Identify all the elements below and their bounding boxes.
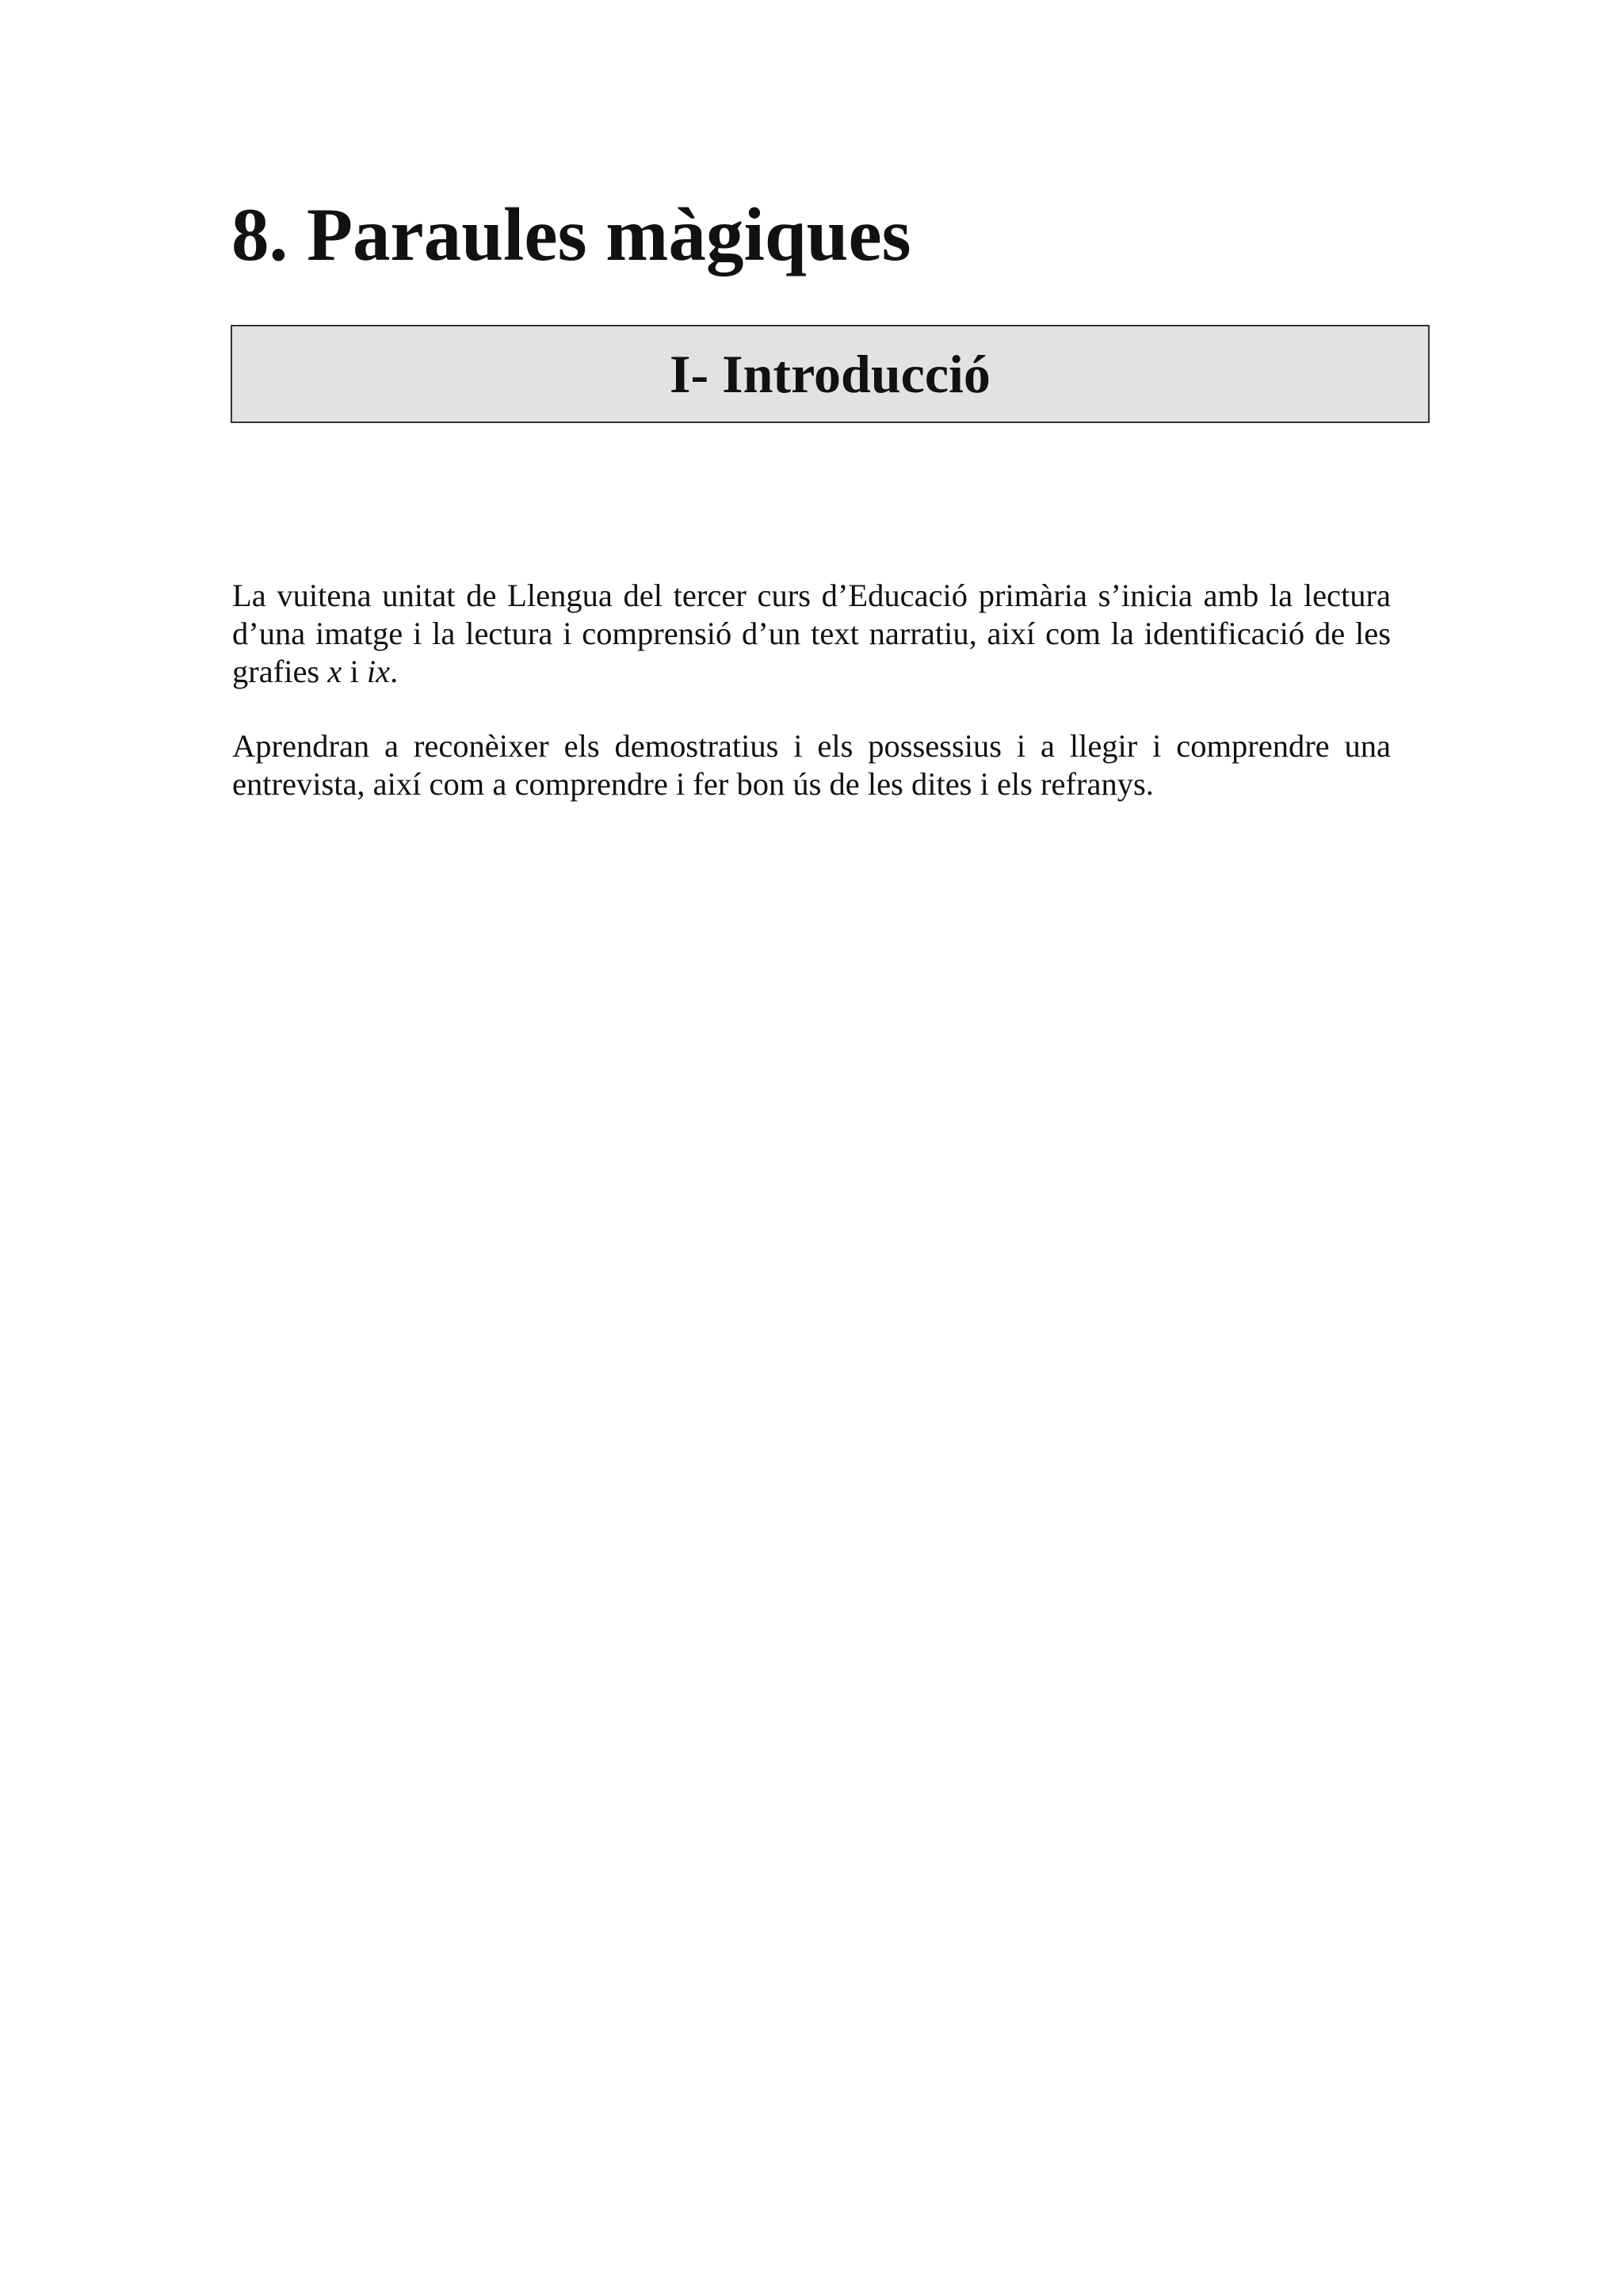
chapter-title: 8. Paraules màgiques: [231, 193, 911, 277]
italic-grapheme-ix: ix: [366, 654, 391, 689]
intro-paragraph-2: Aprendran a reconèixer els demostratius i els possessius i a llegir i comprendre una entrevista, així com a comprendre i fer bon ús de les dites i els refranys.: [232, 728, 1391, 802]
intro-paragraph-1: [232, 577, 1391, 691]
italic-grapheme-x: x: [327, 654, 342, 689]
section-title: I- Introducció: [670, 344, 991, 404]
paragraph-text: .: [390, 654, 399, 689]
paragraph-text: La vuitena unitat de Llengua del tercer curs d’Educació primària s’inicia amb la lectura d’una imatge i la lectura i comprensió d’un text narratiu, així com la identificació de les grafies: [232, 578, 1391, 689]
paragraph-text: i: [342, 654, 367, 689]
section-header-box: [231, 325, 1430, 423]
